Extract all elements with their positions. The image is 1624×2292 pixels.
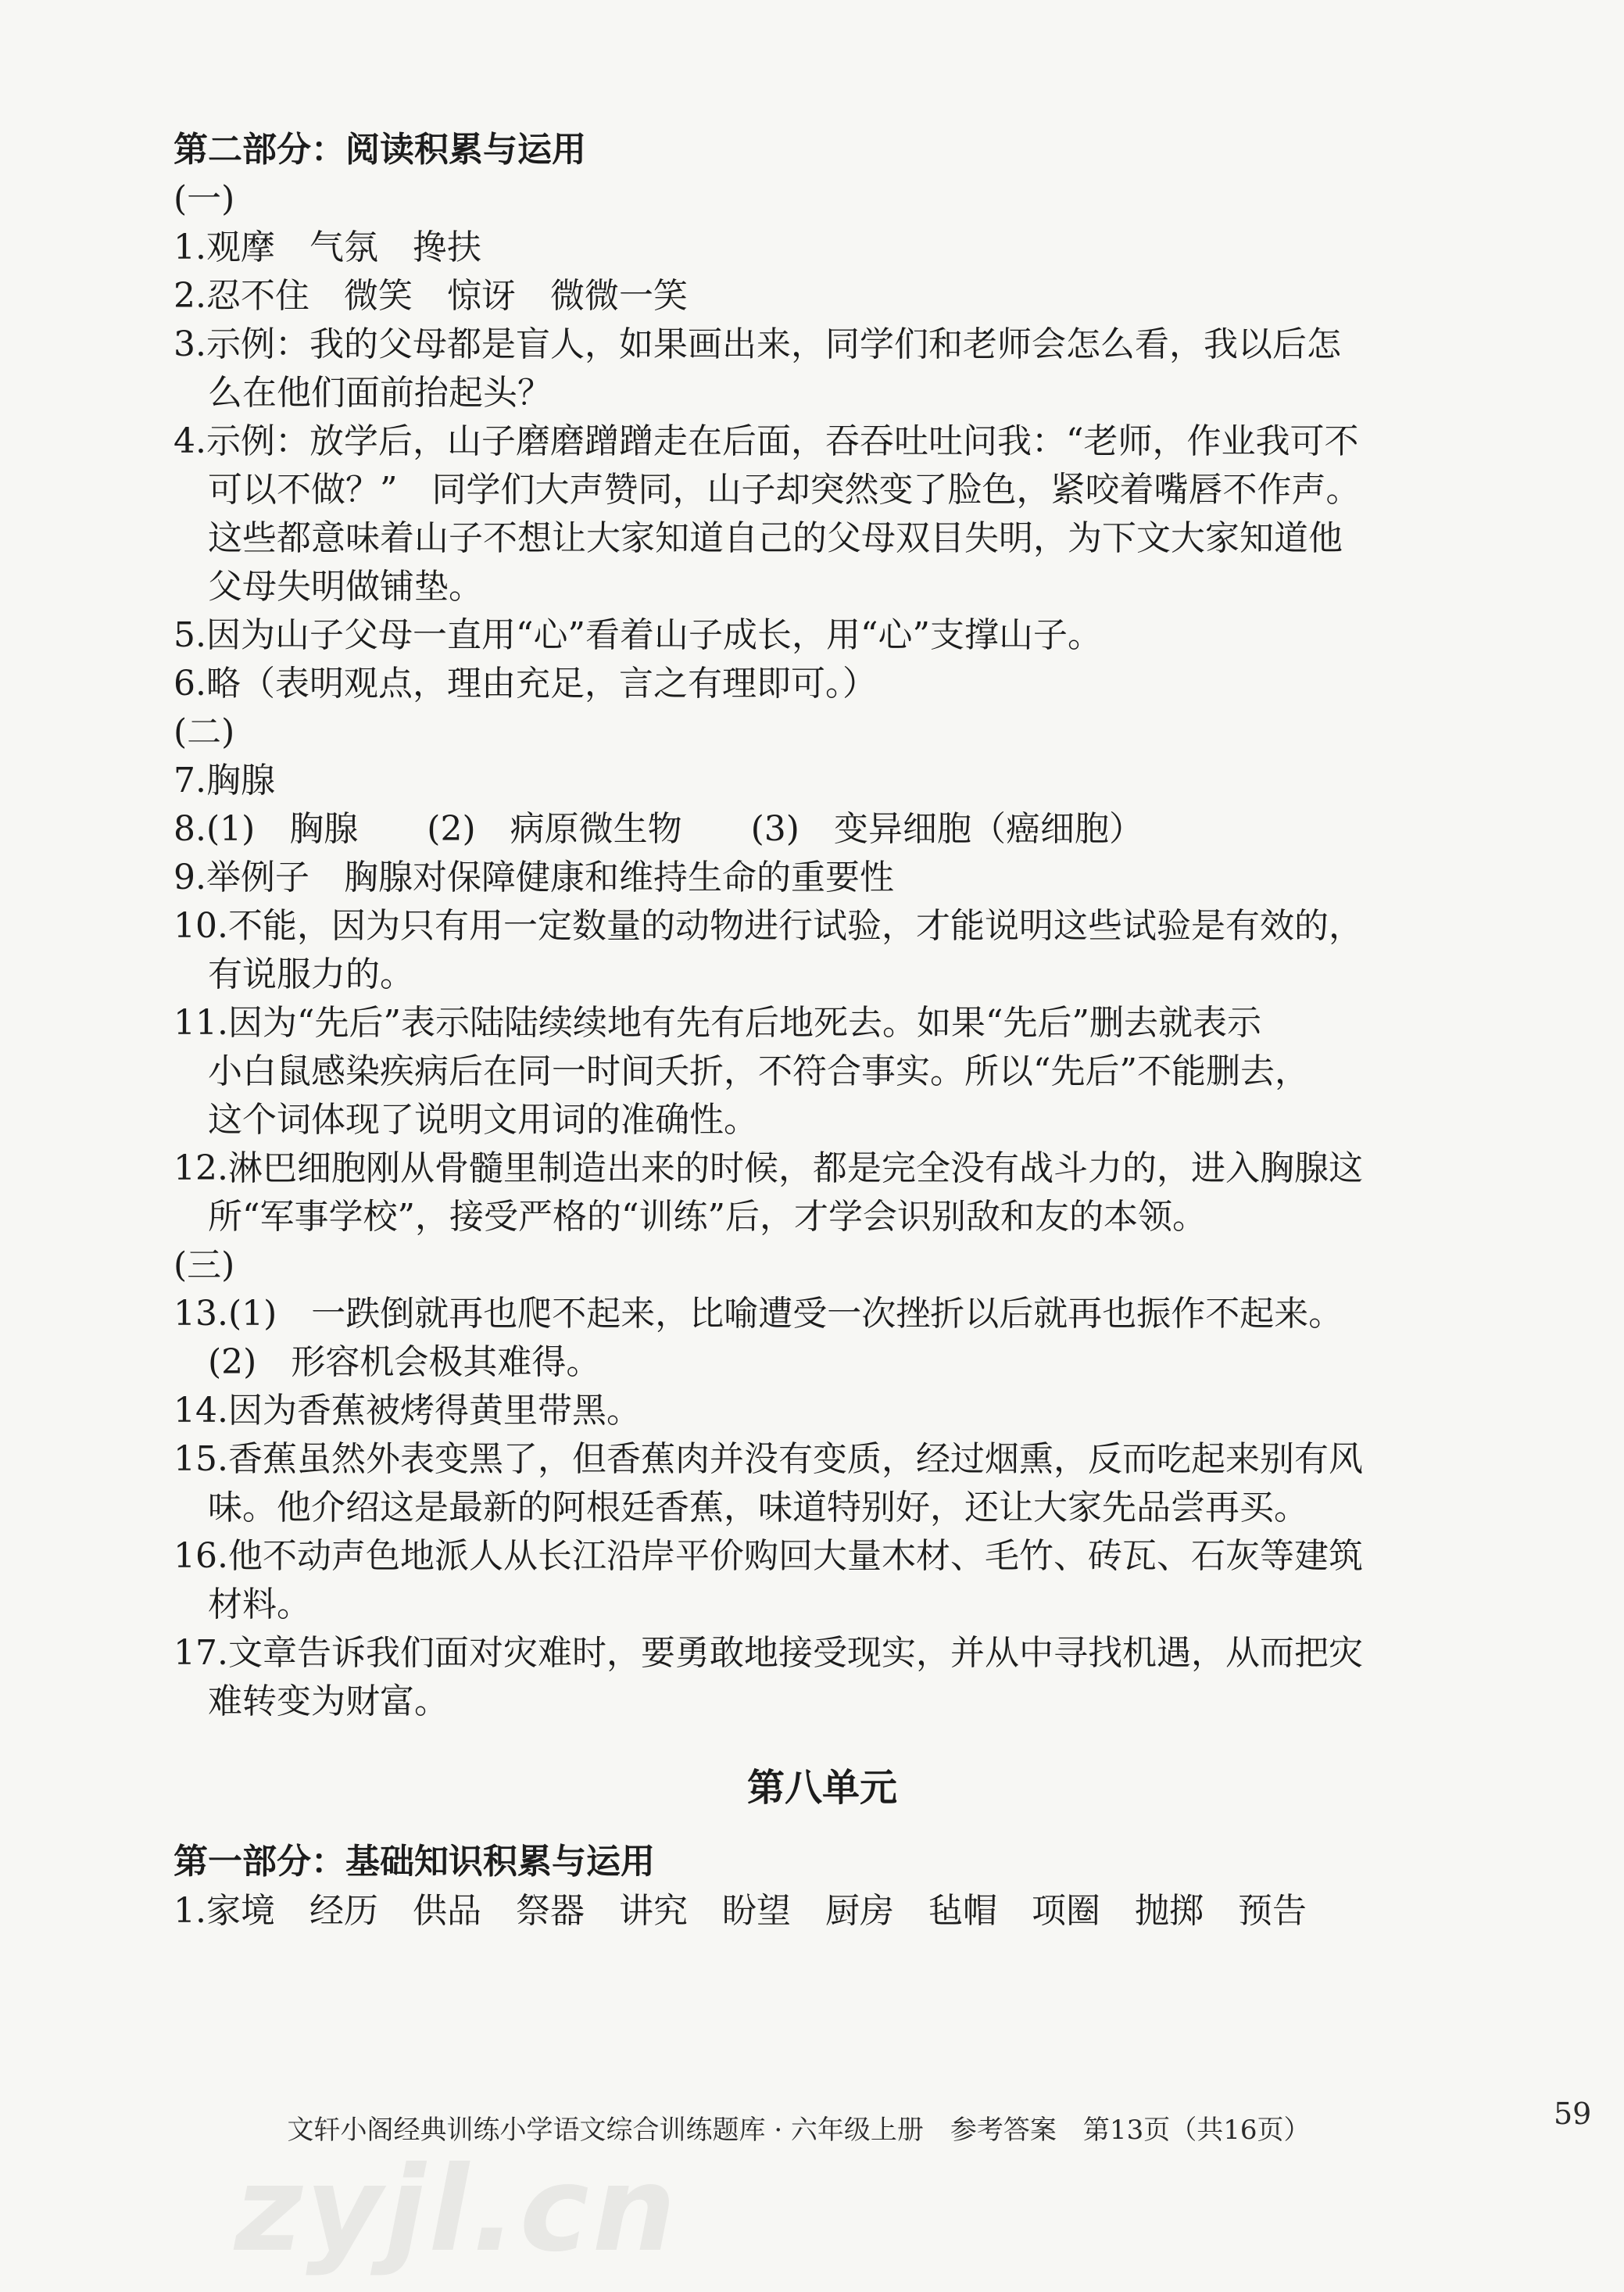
answer-item-4-line-3: 这些都意味着山子不想让大家知道自己的父母双目失明，为下文大家知道他 (208, 518, 1343, 558)
answer-item-16 (173, 1532, 1471, 1629)
answer-item-13-sub: (2) 形容机会极其难得。 (208, 1342, 601, 1382)
answer-item-15 (173, 1435, 1471, 1532)
answer-item-11-line-3: 这个词体现了说明文用词的准确性。 (208, 1100, 758, 1140)
answer-item-9: 9.举例子 胸腺对保障健康和维持生命的重要性 (173, 858, 894, 897)
page-content (173, 125, 1471, 1936)
answer-item-3-line-1: 3.示例：我的父母都是盲人，如果画出来，同学们和老师会怎么看，我以后怎 (173, 324, 1341, 364)
answer-item-10-line-2: 有说服力的。 (208, 954, 414, 994)
answer-item-15-line-2: 味。他介绍这是最新的阿根廷香蕉，味道特别好，还让大家先品尝再买。 (208, 1488, 1308, 1527)
answer-item-8: 8.(1) 胸腺 (2) 病原微生物 (3) 变异细胞（癌细胞） (173, 809, 1143, 849)
answer-item-17-line-2: 难转变为财富。 (208, 1681, 449, 1721)
answer-item-17 (173, 1629, 1471, 1726)
page-number: 59 (1554, 2097, 1592, 2131)
group-mark-3: (三) (173, 1245, 235, 1285)
answer-item-4 (173, 417, 1471, 611)
answer-item-6: 6.略（表明观点，理由充足，言之有理即可。） (173, 664, 877, 704)
answer-item-4-line-1: 4.示例：放学后，山子磨磨蹭蹭走在后面，吞吞吐吐问我：“老师，作业我可不 (173, 421, 1359, 461)
answer-item-17-line-1: 17.文章告诉我们面对灾难时，要勇敢地接受现实，并从中寻找机遇，从而把灾 (173, 1633, 1363, 1673)
answer-item-14: 14.因为香蕉被烤得黄里带黑。 (173, 1391, 641, 1431)
answer-item-5: 5.因为山子父母一直用“心”看着山子成长，用“心”支撑山子。 (173, 615, 1102, 655)
answer-item-4-line-2: 可以不做？” 同学们大声赞同，山子却突然变了脸色，紧咬着嘴唇不作声。 (208, 470, 1361, 510)
answer-item-7: 7.胸腺 (173, 761, 275, 800)
unit8-answer-item-1: 1.家境 经历 供品 祭器 讲究 盼望 厨房 毡帽 项圈 抛掷 预告 (173, 1891, 1307, 1931)
group-mark-1: (一) (173, 179, 235, 219)
answer-item-3-line-2: 么在他们面前抬起头？ (208, 373, 552, 413)
answer-item-12-line-2: 所“军事学校”，接受严格的“训练”后，才学会识别敌和友的本领。 (208, 1197, 1207, 1237)
answer-item-1: 1.观摩 气氛 搀扶 (173, 227, 481, 267)
answer-item-11-line-1: 11.因为“先后”表示陆陆续续地有先有后地死去。如果“先后”删去就表示 (173, 1003, 1261, 1043)
answer-item-11 (173, 999, 1471, 1144)
section1-title: 第一部分：基础知识积累与运用 (173, 1842, 655, 1882)
answer-item-12-line-1: 12.淋巴细胞刚从骨髓里制造出来的时候，都是完全没有战斗力的，进入胸腺这 (173, 1148, 1363, 1188)
watermark: zyjl.cn (234, 2142, 679, 2278)
group-mark-2: (二) (173, 712, 235, 752)
answer-item-16-line-2: 材料。 (208, 1585, 311, 1624)
answer-item-3 (173, 321, 1471, 417)
answer-item-11-line-2: 小白鼠感染疾病后在同一时间夭折，不符合事实。所以“先后”不能删去， (208, 1051, 1309, 1091)
page-footer: 文轩小阁经典训练小学语文综合训练题库 · 六年级上册 参考答案 第13页（共16页） (287, 2115, 1311, 2146)
answer-item-4-line-4: 父母失明做铺垫。 (208, 567, 483, 607)
answer-item-12 (173, 1144, 1471, 1241)
answer-item-16-line-1: 16.他不动声色地派人从长江沿岸平价购回大量木材、毛竹、砖瓦、石灰等建筑 (173, 1536, 1363, 1576)
answer-item-15-line-1: 15.香蕉虽然外表变黑了，但香蕉肉并没有变质，经过烟熏，反而吃起来别有风 (173, 1439, 1363, 1479)
answer-item-10 (173, 902, 1471, 999)
unit-title: 第八单元 (746, 1766, 897, 1810)
section2-title: 第二部分：阅读积累与运用 (173, 130, 586, 170)
answer-item-13: 13.(1) 一跌倒就再也爬不起来，比喻遭受一次挫折以后就再也振作不起来。 (173, 1294, 1343, 1334)
answer-item-2: 2.忍不住 微笑 惊讶 微微一笑 (173, 276, 688, 316)
answer-item-10-line-1: 10.不能，因为只有用一定数量的动物进行试验，才能说明这些试验是有效的， (173, 906, 1363, 946)
